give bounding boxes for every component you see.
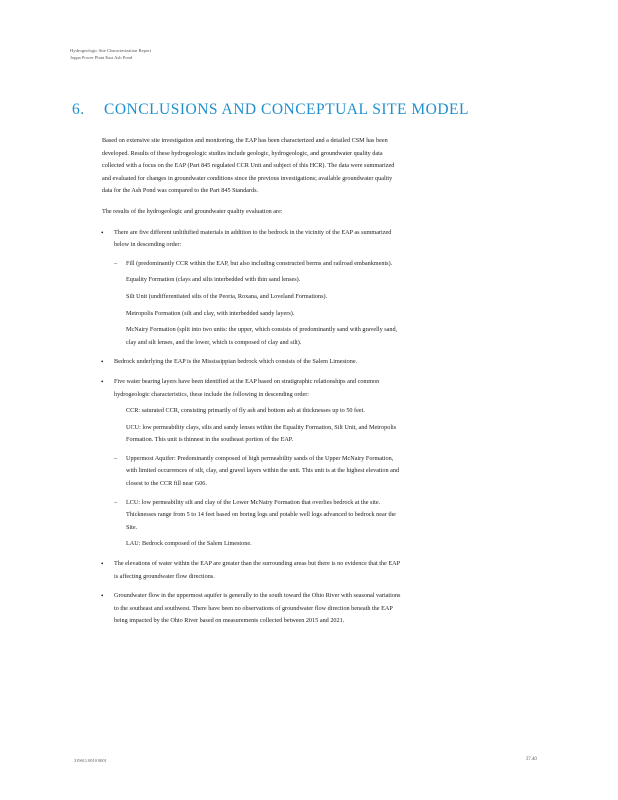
bullet-item (102, 376, 402, 551)
bullet-item (102, 356, 402, 369)
header-line-2: Joppa Power Plant East Ash Pond (70, 55, 133, 60)
bullet-item (102, 227, 402, 350)
section-title-text: CONCLUSIONS AND CONCEPTUAL SITE MODEL (104, 101, 469, 118)
bullet-item (102, 590, 402, 628)
sub-item: LAU: Bedrock composed of the Salem Limestone. (126, 540, 252, 548)
section-number: 6. (72, 101, 85, 118)
bullet-icon: • (101, 228, 104, 237)
body-content (102, 135, 402, 635)
bullet-text: Groundwater flow in the uppermost aquifer is generally to the south toward the Ohio River with seasonal variations to the southeast and southwest. There have been no observations of groundwater flow direction beneath the EAP being impacted by the Ohio River based on measurements collected between 2015 and 2021. (114, 592, 401, 625)
dash-icon: – (114, 259, 118, 267)
sub-item: Metropolis Formation (silt and clay, with interbedded sandy layers). (126, 309, 295, 317)
dash-icon: – (114, 454, 118, 462)
sub-item: CCR: saturated CCR, consisting primarily of fly ash and bottom ash at thicknesses up to 50 feet. (126, 407, 365, 415)
bullet-icon: • (101, 377, 104, 386)
sub-item: UCU: low permeability clays, silts and sandy lenses within the Equality Formation, Silt Unit, and Metropolis Formation. This unit is thinnest in the southeast portion of the EAP. (126, 423, 397, 444)
bullet-text: Bedrock underlying the EAP is the Mississippian bedrock which consists of the Salem Limestone. (114, 358, 358, 366)
bullet-text: There are five different unlithified materials in addition to the bedrock in the vicinity of the EAP as summarized below in descending order: (114, 228, 392, 249)
dash-item (114, 258, 402, 271)
footer-document-id: 319611.0010 0001 (74, 758, 107, 763)
dash-icon: – (114, 498, 118, 506)
dash-item (114, 497, 402, 535)
intro-paragraph: Based on extensive site investigation and monitoring, the EAP has been characterized and a detailed CSM has been developed. Results of these hydrogeologic studies include geologic, hydrogeologic, and groundwater quality data collected with a focus on the EAP (Part 845 regulated CCR Unit and subject of this HCR). The data were summarized and evaluated for changes in groundwater conditions since the previous investigations; available groundwater quality data for the Ash Pond was compared to the Part 845 Standards. (102, 137, 395, 195)
dash-text: Uppermost Aquifer: Predominantly composed of high permeability sands of the Upper McNairy Formation, with limited occurrences of silt, clay, and gravel layers within the unit. This unit is at the highest elevation and closest to the CCR fill near G06. (126, 454, 400, 488)
page-number: 37.40 (526, 757, 537, 762)
bullet-text: Five water bearing layers have been identified at the EAP based on stratigraphic relationships and common hydrogeologic characteristics, these include the following in descending order: (114, 377, 380, 398)
dash-text: LCU: low permeability silt and clay of the Lower McNairy Formation that overlies bedrock at the site. Thicknesses range from 5 to 14 feet based on boring logs and potable well logs advanced to bedrock near the Site. (126, 498, 396, 531)
bullet-icon: • (101, 592, 104, 601)
header-line-1: Hydrogeologic Site Characterization Report (70, 48, 152, 53)
bullet-icon: • (101, 560, 104, 569)
dash-text: Fill (predominantly CCR within the EAP, but also including constructed berms and railroad embankments). (126, 259, 393, 267)
sub-item: Silt Unit (undifferentiated silts of the Peoria, Roxana, and Loveland Formations). (126, 292, 328, 300)
bullet-icon: • (101, 358, 104, 367)
sub-item: Equality Formation (clays and silts interbedded with thin sand lenses). (126, 276, 301, 284)
dash-item (114, 453, 402, 491)
lead-paragraph: The results of the hydrogeologic and groundwater quality evaluation are: (102, 207, 283, 215)
bullet-text: The elevations of water within the EAP are greater than the surrounding areas but there is no evidence that the EAP is affecting groundwater flow directions. (114, 560, 400, 580)
section-title (72, 101, 469, 119)
running-header (70, 47, 151, 61)
bullet-item (102, 558, 402, 583)
sub-item: McNairy Formation (split into two units: the upper, which consists of predominantly sand with gravelly sand, clay and silt lenses, and the lower, which is composed of clay and silt). (126, 326, 398, 346)
